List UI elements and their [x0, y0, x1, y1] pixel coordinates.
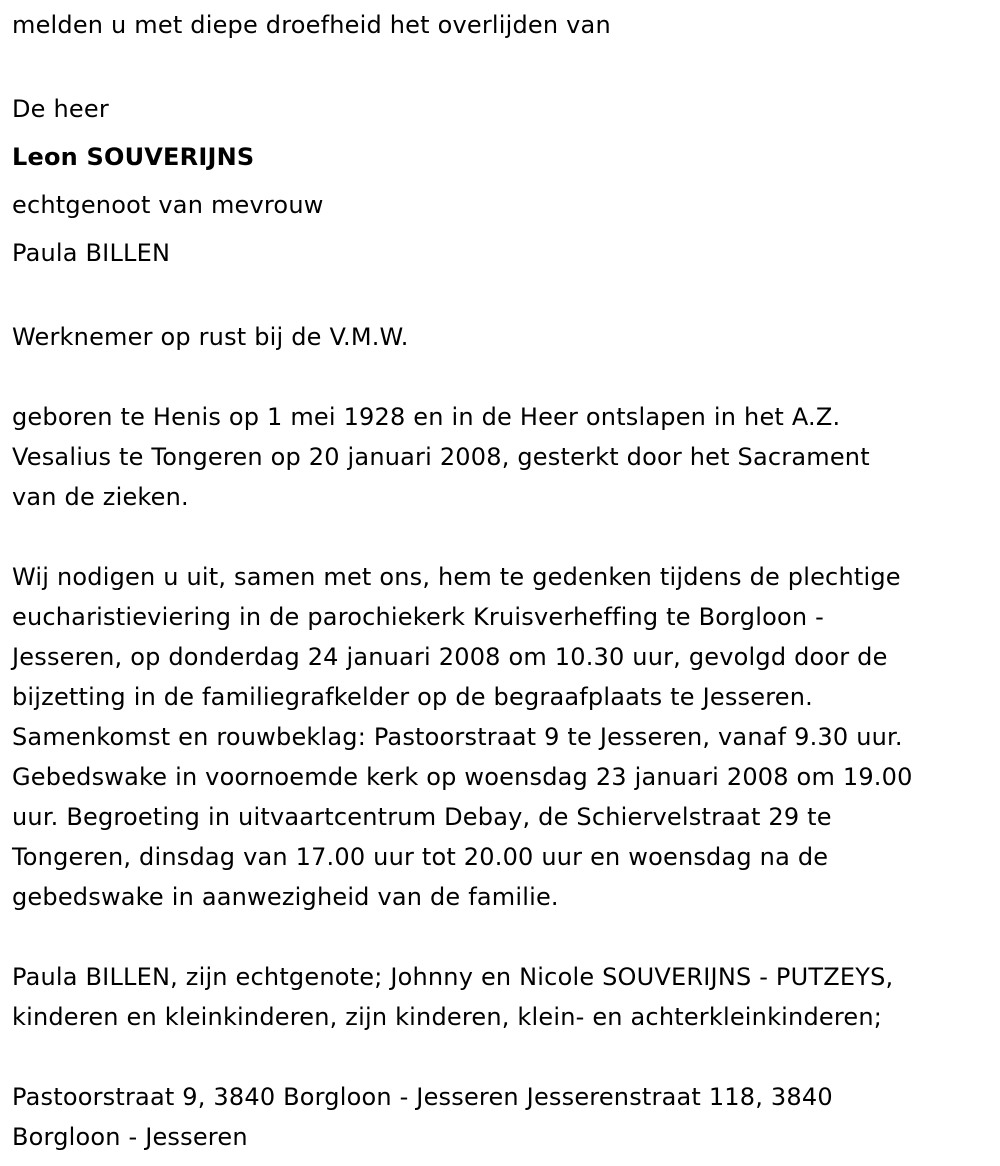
paragraph-line: Samenkomst en rouwbeklag: Pastoorstraat 9 te Jesseren, vanaf 9.30 uur.: [12, 723, 903, 751]
paragraph-line: Jesseren, op donderdag 24 januari 2008 om 10.30 uur, gevolgd door de: [12, 643, 888, 671]
paragraph-line: Wij nodigen u uit, samen met ons, hem te gedenken tijdens de plechtige: [12, 563, 901, 591]
deceased-title: De heer: [12, 95, 109, 123]
opening-line: melden u met diepe droefheid het overlijden van: [12, 11, 611, 39]
paragraph-line: geboren te Henis op 1 mei 1928 en in de Heer ontslapen in het A.Z.: [12, 403, 841, 431]
invitation-paragraph: [12, 557, 988, 917]
spacer: [12, 357, 988, 397]
family-paragraph: [12, 957, 988, 1037]
spacer: [12, 45, 988, 85]
spacer: [12, 517, 988, 557]
paragraph-line: eucharistieviering in de parochiekerk Kruisverheffing te Borgloon -: [12, 603, 824, 631]
paragraph-line: bijzetting in de familiegrafkelder op de begraafplaats te Jesseren.: [12, 683, 813, 711]
paragraph-line: Vesalius te Tongeren op 20 januari 2008, gesterkt door het Sacrament: [12, 443, 870, 471]
paragraph-line: Tongeren, dinsdag van 17.00 uur tot 20.00 uur en woensdag na de: [12, 843, 829, 871]
paragraph-line: Pastoorstraat 9, 3840 Borgloon - Jesseren Jesserenstraat 118, 3840: [12, 1083, 833, 1111]
paragraph-line: kinderen en kleinkinderen, zijn kinderen, klein- en achterkleinkinderen;: [12, 1003, 883, 1031]
paragraph-line: van de zieken.: [12, 483, 189, 511]
spouse-label: echtgenoot van mevrouw: [12, 191, 324, 219]
paragraph-line: Paula BILLEN, zijn echtgenote; Johnny en Nicole SOUVERIJNS - PUTZEYS,: [12, 963, 894, 991]
birth-death-paragraph: [12, 397, 988, 517]
paragraph-line: Borgloon - Jesseren: [12, 1123, 248, 1151]
paragraph-line: gebedswake in aanwezigheid van de familie.: [12, 883, 559, 911]
occupation-line: Werknemer op rust bij de V.M.W.: [12, 323, 409, 351]
paragraph-line: Gebedswake in voornoemde kerk op woensdag 23 januari 2008 om 19.00: [12, 763, 913, 791]
spacer: [12, 1037, 988, 1077]
spouse-name: Paula BILLEN: [12, 239, 171, 267]
deceased-name: Leon SOUVERIJNS: [12, 143, 255, 171]
spacer: [12, 917, 988, 957]
address-paragraph: [12, 1077, 988, 1157]
paragraph-line: uur. Begroeting in uitvaartcentrum Debay, de Schiervelstraat 29 te: [12, 803, 832, 831]
spacer: [12, 277, 988, 317]
